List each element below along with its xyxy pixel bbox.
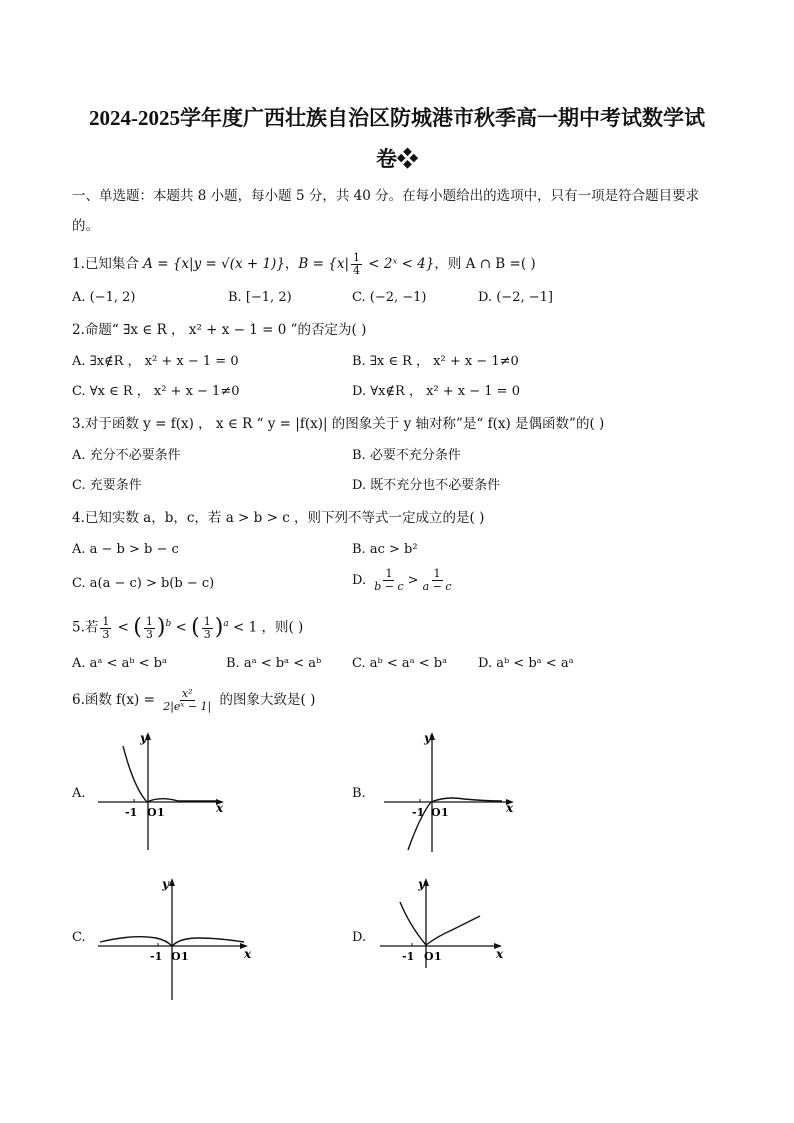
- y-label: y: [140, 731, 147, 745]
- origin-label: O: [424, 950, 434, 963]
- q6-option-b-label[interactable]: B.: [352, 786, 366, 801]
- q4-option-a[interactable]: A. a − b > b − c: [72, 542, 179, 557]
- q6-graph-d[interactable]: [376, 872, 516, 972]
- q1-option-d[interactable]: D. (−2, −1]: [478, 290, 553, 305]
- q1-option-a[interactable]: A. (−1, 2): [72, 290, 136, 305]
- x-label: x: [216, 801, 224, 815]
- q6-graph-b[interactable]: [376, 728, 526, 854]
- q1-option-c[interactable]: C. (−2, −1): [352, 290, 427, 305]
- q4-d-num1: 1: [385, 567, 393, 580]
- q5-option-d[interactable]: D. aᵇ < bᵃ < aᵃ: [478, 656, 574, 671]
- tick-one: 1: [441, 806, 449, 819]
- tick-neg-one: -1: [125, 806, 138, 819]
- y-label: y: [162, 877, 169, 891]
- question-4: 4.已知实数 a，b，c，若 a > b > c ，则下列不等式一定成立的是( ): [72, 510, 485, 526]
- q5-f2-den: 3: [145, 627, 153, 641]
- exam-title-line2: 卷❖: [376, 147, 418, 171]
- q2-option-c[interactable]: C. ∀x ∈ R ， x² + x − 1≠0: [72, 384, 240, 399]
- q1-fraction: [351, 252, 362, 277]
- q5-option-a[interactable]: A. aᵃ < aᵇ < bᵃ: [72, 656, 168, 671]
- section-instructions-line2: 的。: [72, 218, 99, 234]
- y-label: y: [424, 731, 431, 745]
- q5-frac-3: [202, 616, 213, 641]
- q2-option-d[interactable]: D. ∀x∉R ， x² + x − 1 = 0: [352, 384, 520, 399]
- exam-title-line1: 2024-2025学年度广西壮族自治区防城港市秋季高一期中考试数学试: [89, 106, 705, 130]
- question-5: 5.若 $\frac{1}{3}$ < ( $\frac{1}{3}$ )$^b$ < ( $\frac{1}{3}$ )$^a$ < 1 ，则( ): [72, 614, 304, 641]
- q6-option-c-label[interactable]: C.: [72, 930, 86, 945]
- q5-lt-2: <: [171, 619, 192, 636]
- y-axis-arrow: [169, 878, 175, 886]
- tick-one: 1: [181, 950, 189, 963]
- q4-d-frac-1: [372, 568, 405, 593]
- q4-d-frac-2: [421, 568, 454, 593]
- q4-option-c[interactable]: C. a(a − c) > b(b − c): [72, 576, 215, 591]
- q5-stem-end: < 1 ，则( ): [228, 619, 304, 636]
- q1-frac-den: 4: [353, 264, 360, 277]
- q6-fraction: [161, 688, 213, 713]
- q5-f2-num: 1: [145, 614, 153, 628]
- q6-stem-end: 的图象大致是( ): [215, 692, 316, 708]
- tick-neg-one: -1: [150, 950, 163, 963]
- y-label: y: [418, 877, 425, 891]
- curve-a: [123, 746, 218, 802]
- q1-comma: ，: [284, 256, 299, 272]
- q2-option-a[interactable]: A. ∃x∉R ， x² + x − 1 = 0: [72, 354, 239, 369]
- q4-option-d-letter: D.: [352, 573, 367, 588]
- q1-set-b-post: < 2ˣ < 4}: [364, 256, 435, 272]
- q3-option-d[interactable]: D. 既不充分也不必要条件: [352, 478, 501, 493]
- q5-frac-1: [100, 616, 111, 641]
- tick-neg-one: -1: [412, 806, 425, 819]
- q3-option-a[interactable]: A. 充分不必要条件: [72, 448, 181, 463]
- q4-d-den2: a − c: [422, 580, 452, 593]
- q2-option-b[interactable]: B. ∃x ∈ R ， x² + x − 1≠0: [352, 354, 519, 369]
- q5-exp-b: b: [165, 619, 172, 629]
- q4-d-den1: b − c: [374, 580, 404, 593]
- q4-d-gt: >: [407, 573, 419, 588]
- q1-set-a: A = {x|y = √(x + 1)}: [143, 256, 285, 272]
- q5-option-b[interactable]: B. aᵃ < bᵃ < aᵇ: [226, 656, 322, 671]
- q5-frac-2: [144, 616, 155, 641]
- q3-option-c[interactable]: C. 充要条件: [72, 478, 142, 493]
- question-6: [72, 688, 315, 713]
- q5-lt-1: <: [113, 619, 134, 636]
- q6-frac-num: x²: [181, 687, 193, 700]
- tick-one: 1: [157, 806, 165, 819]
- q5-stem-start: 5.若: [72, 619, 99, 636]
- x-label: x: [506, 801, 514, 815]
- q4-option-b[interactable]: B. ac > b²: [352, 542, 418, 557]
- q6-option-a-label[interactable]: A.: [72, 786, 86, 801]
- origin-label: O: [431, 806, 441, 819]
- q5-f1-num: 1: [102, 614, 110, 628]
- q5-option-c[interactable]: C. aᵇ < aᵃ < bᵃ: [352, 656, 448, 671]
- x-label: x: [244, 947, 252, 961]
- q6-graph-c[interactable]: [94, 872, 264, 1002]
- q1-frac-num: 1: [353, 251, 360, 264]
- q5-f3-num: 1: [203, 614, 211, 628]
- origin-label: O: [147, 806, 157, 819]
- question-1: [72, 252, 536, 277]
- tick-one: 1: [434, 950, 442, 963]
- question-2: 2.命题“ ∃x ∈ R ， x² + x − 1 = 0 ”的否定为( ): [72, 322, 367, 338]
- q1-stem-start: 1.已知集合: [72, 256, 144, 272]
- q1-option-b[interactable]: B. [−1, 2): [228, 290, 292, 305]
- q5-f3-den: 3: [203, 627, 211, 641]
- q3-option-b[interactable]: B. 必要不充分条件: [352, 448, 461, 463]
- q1-stem-end: ，则 A ∩ B =( ): [434, 256, 536, 272]
- q5-exp-a: a: [223, 619, 229, 629]
- curve-d: [400, 902, 480, 945]
- x-label: x: [496, 947, 504, 961]
- origin-label: O: [171, 950, 181, 963]
- q4-d-num2: 1: [433, 567, 441, 580]
- q5-f1-den: 3: [102, 627, 110, 641]
- q4-option-d[interactable]: [352, 568, 456, 593]
- q6-option-d-label[interactable]: D.: [352, 930, 367, 945]
- question-3: 3.对于函数 y = f(x) ， x ∈ R “ y = |f(x)| 的图象关于 y 轴对称”是“ f(x) 是偶函数”的( ): [72, 416, 605, 432]
- tick-neg-one: -1: [402, 950, 415, 963]
- q1-set-b-pre: B = {x|: [298, 256, 349, 272]
- q6-frac-den: 2|eˣ − 1|: [163, 700, 212, 713]
- q6-stem-start: 6.函数 f(x) =: [72, 692, 160, 708]
- q6-graph-a[interactable]: [94, 728, 244, 854]
- section-instructions-line1: 一、单选题：本题共 8 小题，每小题 5 分，共 40 分。在每小题给出的选项中，只有一项是符合题目要求: [72, 188, 700, 204]
